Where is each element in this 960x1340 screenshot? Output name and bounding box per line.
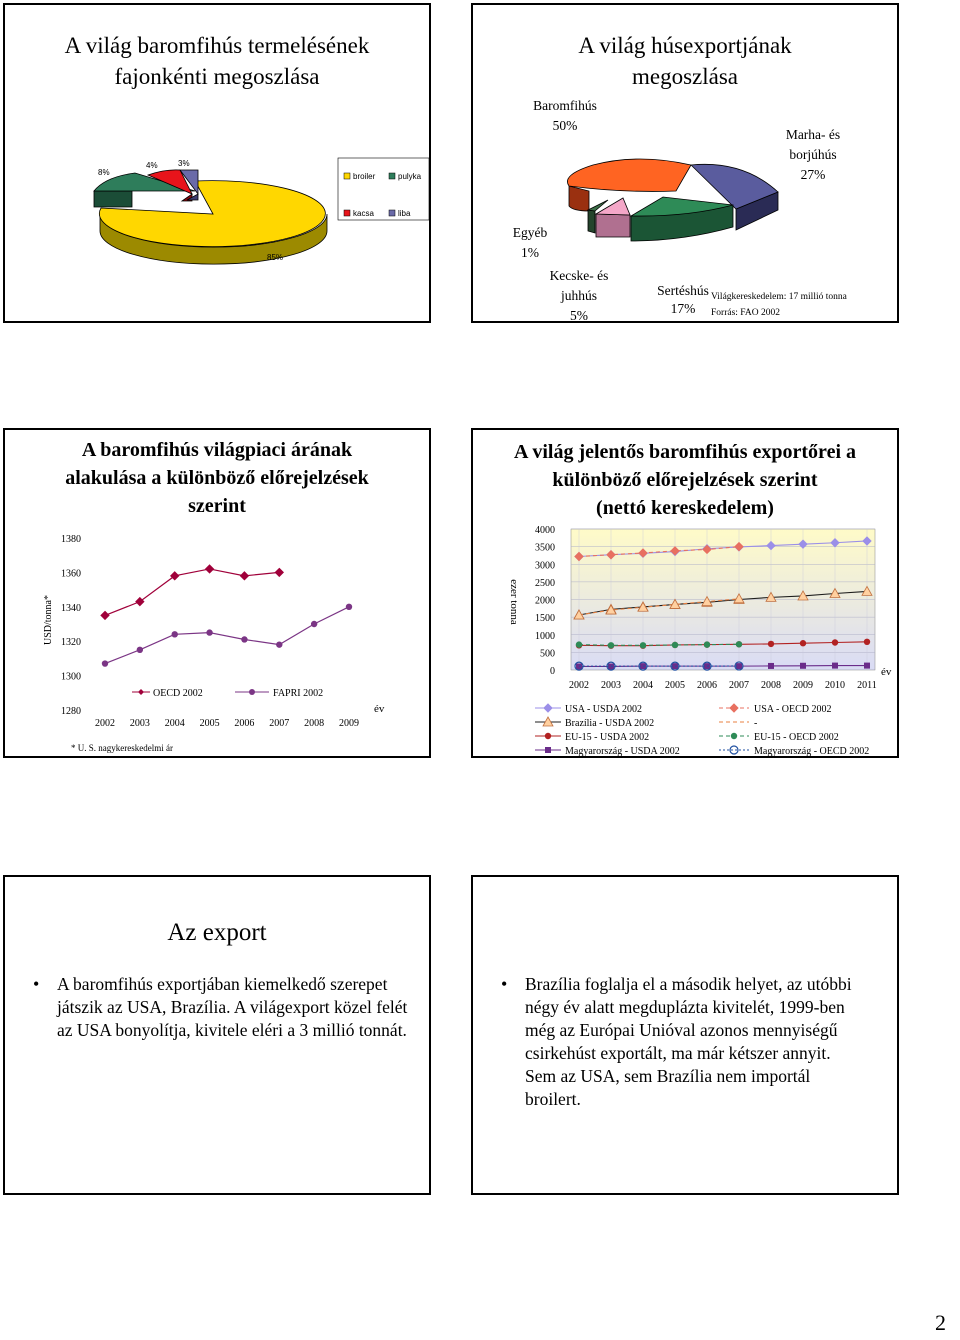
legend-label-kacsa: kacsa [353, 209, 374, 218]
x-tick-label: 2006 [697, 680, 717, 691]
legend-swatch-pulyka [389, 173, 395, 179]
exporters-legend [535, 704, 869, 756]
x-tick-label: 2004 [633, 680, 653, 691]
legend-marker-fapri [249, 689, 255, 695]
exporters-plot-area [535, 525, 877, 691]
label-sertes-pct: 17% [670, 301, 696, 316]
legend-label-eu-oecd: EU-15 - OECD 2002 [754, 732, 839, 743]
x-tick-label: 2004 [164, 718, 185, 729]
legend-marker-hu-usda [545, 747, 551, 753]
y-tick-label: 2500 [535, 577, 555, 589]
data-point-eu-oecd [736, 641, 742, 647]
data-point-eu-oecd [704, 641, 710, 647]
data-point-hu-usda [768, 663, 774, 669]
label-egyeb-name: Egyéb [512, 225, 548, 240]
data-point-fapri [137, 647, 143, 653]
data-point-eu-oecd [576, 641, 582, 647]
pie-label-broiler-pct: 85% [267, 253, 284, 262]
legend-label-pulyka: pulyka [398, 172, 422, 181]
slide-exporters-forecast [471, 428, 899, 758]
legend-label-fapri: FAPRI 2002 [273, 688, 324, 699]
slide-export-text-left [3, 875, 431, 1195]
pie-slice-baromfi-side [569, 186, 589, 211]
y-tick-label: 2000 [535, 595, 555, 607]
legend-label-brazil-oecd: - [754, 718, 758, 729]
data-point-eu-oecd [608, 642, 614, 648]
data-point-eu-usda [832, 639, 838, 645]
pie-slice-egyeb-side [588, 210, 595, 233]
price-legend [132, 688, 323, 699]
x-tick-label: 2003 [129, 718, 150, 729]
x-tick-label: 2005 [665, 680, 685, 691]
legend-label-usa-usda: USA - USDA 2002 [565, 704, 642, 715]
bullet-item: • A baromfihús exportjában kiemelkedő szerepet játszik az USA, Brazília. A világexport közel felét az USA bonyolítja, kivitele eléri a 3 millió tonnát. [29, 973, 409, 1042]
data-point-fapri [102, 660, 108, 666]
title-line: fajonkénti megoszlása [114, 64, 320, 89]
exporters-line-chart [473, 430, 897, 756]
y-tick-label: 4000 [535, 525, 555, 536]
x-tick-label: 2002 [569, 680, 589, 691]
legend-marker-usa-oecd [730, 704, 738, 712]
title-line: A világ baromfihús termelésének [64, 33, 370, 58]
title-line: A világ húsexportjának [578, 33, 792, 58]
title-line: alakulása a különböző előrejelzések [65, 467, 369, 489]
data-point-fapri [276, 641, 282, 647]
legend-marker-eu-oecd [731, 733, 737, 739]
y-tick-label: 0 [550, 666, 555, 677]
x-tick-label: 2008 [304, 718, 325, 729]
slide-price-frame [3, 428, 431, 758]
bullet-list [497, 973, 857, 1111]
data-point-hu-usda [832, 663, 838, 669]
data-point-oecd [240, 572, 248, 580]
title-line: megoszlása [631, 64, 738, 89]
label-sertes-name: Sertéshús [657, 283, 709, 298]
label-kecske-pct: 5% [570, 308, 588, 321]
y-axis-label: USD/tonna* [43, 595, 54, 645]
data-point-oecd [206, 565, 214, 573]
legend-label-hu-usda: Magyarország - USDA 2002 [565, 746, 680, 756]
bullet-item: • Brazília foglalja el a második helyet, az utóbbi négy év alatt megduplázta kivitelét, 1999-ben még az Európai Unióval azonos mennyiségű csirkehúst exportált, ma már kétszer annyit. Sem az USA, sem Brazília nem importál broilert. [497, 973, 857, 1111]
label-marha-pct: 27% [800, 167, 826, 182]
data-point-fapri [206, 629, 212, 635]
label-baromfi-pct: 50% [552, 118, 578, 133]
data-point-eu-usda [800, 640, 806, 646]
pie-3d [567, 159, 778, 241]
y-axis-label: ezer tonna [508, 579, 520, 625]
bullet-list [29, 973, 409, 1042]
world-trade-note: Világkereskedelem: 17 millió tonna [711, 292, 847, 302]
x-tick-label: 2007 [729, 680, 749, 691]
y-tick-label: 1000 [535, 630, 555, 642]
title-line: A baromfihús világpiaci árának [81, 439, 353, 461]
series-line-oecd [105, 569, 279, 615]
y-tick-label: 1300 [61, 671, 81, 683]
legend-box [338, 158, 429, 220]
title-line: (nettó kereskedelem) [596, 497, 774, 519]
y-tick-label: 1280 [61, 706, 81, 717]
x-axis-label: év [374, 703, 385, 715]
title-line: különböző előrejelzések szerint [552, 469, 818, 491]
pie-label-kacsa-pct: 4% [146, 161, 158, 170]
legend-label-liba: liba [398, 209, 411, 218]
label-kecske-name2: juhhús [560, 288, 598, 303]
y-tick-label: 1360 [61, 568, 81, 580]
y-tick-label: 1500 [535, 613, 555, 625]
data-point-oecd [275, 568, 283, 576]
x-tick-label: 2002 [95, 718, 115, 729]
label-kecske-name: Kecske- és [549, 268, 609, 283]
legend-marker-usa-usda [544, 704, 552, 712]
data-point-fapri [311, 621, 317, 627]
y-tick-label: 3500 [535, 542, 555, 554]
price-line-chart [5, 430, 429, 756]
export-pie-chart [473, 5, 897, 321]
data-point-hu-usda [864, 663, 870, 669]
x-axis-label: év [881, 666, 892, 678]
production-pie-chart [5, 5, 429, 321]
slide-poultry-production [3, 3, 431, 323]
slide-title: Az export [167, 919, 267, 946]
y-tick-label: 500 [540, 648, 555, 660]
legend-marker-oecd [138, 689, 144, 695]
data-point-eu-usda [768, 641, 774, 647]
data-point-eu-usda [864, 639, 870, 645]
data-point-hu-usda [800, 663, 806, 669]
series-line-fapri [105, 607, 349, 664]
slide-export-text-right [471, 875, 899, 1195]
pie-legend [338, 158, 429, 220]
label-egyeb-pct: 1% [521, 245, 539, 260]
x-tick-label: 2009 [793, 680, 813, 691]
data-point-oecd [101, 611, 109, 619]
source-note: Forrás: FAO 2002 [711, 308, 780, 318]
y-tick-label: 1380 [61, 534, 81, 545]
title-line: A világ jelentős baromfihús exportőrei a [513, 441, 857, 463]
label-baromfi-name: Baromfihús [533, 98, 597, 113]
pie-slice-pulyka-side [94, 191, 132, 207]
x-tick-label: 2006 [234, 718, 255, 729]
data-point-fapri [346, 604, 352, 610]
legend-label-hu-oecd: Magyarország - OECD 2002 [754, 746, 870, 756]
x-tick-label: 2007 [269, 718, 290, 729]
data-point-eu-oecd [640, 642, 646, 648]
slide-meat-export [471, 3, 899, 323]
legend-label-usa-oecd: USA - OECD 2002 [754, 704, 832, 715]
x-tick-label: 2005 [199, 718, 220, 729]
legend-label-brazil-usda: Brazília - USDA 2002 [565, 718, 655, 729]
legend-swatch-kacsa [344, 210, 350, 216]
legend-swatch-liba [389, 210, 395, 216]
legend-marker-eu-usda [545, 733, 551, 739]
pie-slice-kecske-side [596, 214, 630, 237]
pie-slice-baromfi [567, 159, 691, 191]
pie-label-pulyka-pct: 8% [98, 168, 110, 177]
y-tick-label: 1320 [61, 637, 81, 649]
legend-label-eu-usda: EU-15 - USDA 2002 [565, 732, 650, 743]
x-tick-label: 2010 [825, 680, 845, 691]
pie-3d [94, 170, 327, 264]
label-marha-name2: borjúhús [789, 147, 837, 162]
y-tick-label: 3000 [535, 560, 555, 572]
x-tick-label: 2003 [601, 680, 621, 691]
y-tick-label: 1340 [61, 602, 81, 614]
x-tick-label: 2011 [857, 680, 877, 691]
legend-swatch-broiler [344, 173, 350, 179]
title-line: szerint [188, 495, 246, 517]
page-number: 2 [935, 1310, 946, 1335]
price-plot-area [61, 534, 359, 729]
data-point-fapri [172, 631, 178, 637]
legend-label-broiler: broiler [353, 172, 376, 181]
data-point-eu-oecd [672, 642, 678, 648]
data-point-fapri [241, 636, 247, 642]
pie-slice-kecske [596, 198, 630, 215]
label-marha-name: Marha- és [785, 127, 841, 142]
pie-label-liba-pct: 3% [178, 159, 190, 168]
x-tick-label: 2008 [761, 680, 781, 691]
price-footnote: * U. S. nagykereskedelmi ár [71, 743, 173, 753]
x-tick-label: 2009 [339, 718, 359, 729]
legend-label-oecd: OECD 2002 [153, 688, 203, 699]
